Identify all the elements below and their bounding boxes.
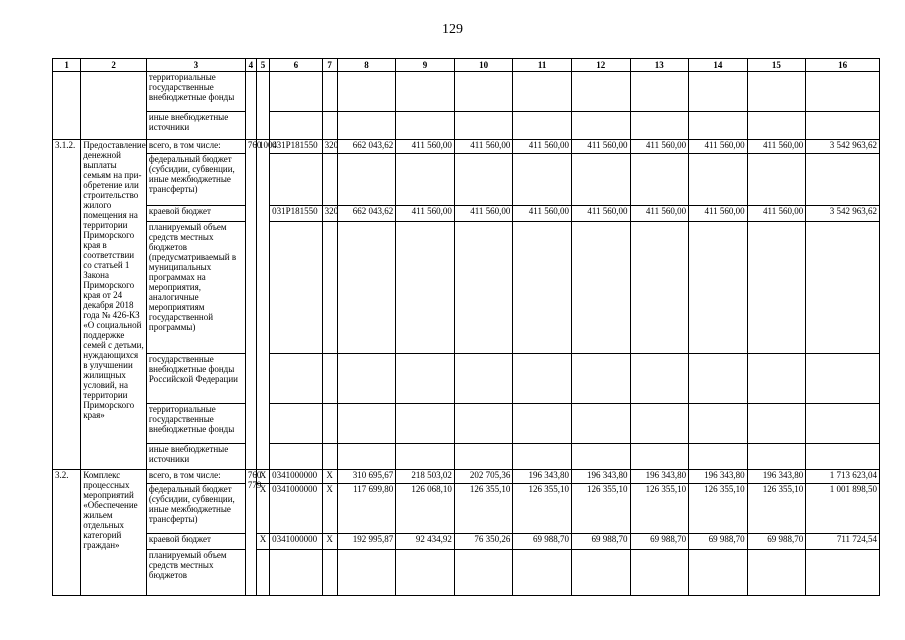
cell-c4: 760 — [245, 140, 256, 470]
cell-source: иные внебюджетные источники — [146, 444, 245, 470]
cell-c6: 0341000000 — [270, 484, 323, 534]
cell-value: 411 560,00 — [571, 140, 630, 154]
cell-value: 126 355,10 — [630, 484, 689, 534]
cell-value: 196 343,80 — [571, 470, 630, 484]
cell-value: 411 560,00 — [747, 140, 806, 154]
cell-c6: 0341000000 — [270, 470, 323, 484]
cell-value: 411 560,00 — [689, 140, 748, 154]
cell-value: 411 560,00 — [571, 206, 630, 222]
cell-c7: X — [322, 470, 337, 484]
column-header: 1 — [53, 59, 81, 72]
cell-value: 126 355,10 — [571, 484, 630, 534]
cell-value: 411 560,00 — [396, 206, 455, 222]
table-row — [53, 470, 880, 484]
table-row — [53, 222, 880, 354]
cell-c6: 031P181550 — [270, 206, 323, 222]
column-header: 5 — [256, 59, 269, 72]
cell-value: 1 713 623,04 — [806, 470, 880, 484]
cell-source: краевой бюджет — [146, 534, 245, 550]
cell-value: 711 724,54 — [806, 534, 880, 550]
cell-c7: 320 — [322, 206, 337, 222]
cell-value: 411 560,00 — [454, 140, 513, 154]
cell-c5: X — [256, 484, 269, 534]
table-row — [53, 140, 880, 154]
cell-value: 411 560,00 — [454, 206, 513, 222]
column-header: 8 — [337, 59, 396, 72]
cell-c4: 760 779 — [245, 470, 256, 596]
table-row — [53, 484, 880, 534]
table-row — [53, 206, 880, 222]
column-header: 15 — [747, 59, 806, 72]
cell-source: территориальные государственные внебюджетные фонды — [146, 404, 245, 444]
cell-num: 3.1.2. — [53, 140, 81, 470]
cell-value: 202 705,36 — [454, 470, 513, 484]
cell-source: федеральный бюджет (субсидии, субвенции, иные межбюджетные трансферты) — [146, 484, 245, 534]
cell-value: 69 988,70 — [630, 534, 689, 550]
cell-name: Комплекс процессных мероприятий «Обеспечение жильем отдельных категорий граждан» — [81, 470, 147, 596]
cell-value: 662 043,62 — [337, 140, 396, 154]
cell-value: 196 343,80 — [513, 470, 572, 484]
cell-value: 411 560,00 — [513, 140, 572, 154]
table-row — [53, 444, 880, 470]
table-row — [53, 354, 880, 404]
cell-value: 69 988,70 — [513, 534, 572, 550]
cell-c5: 1004 — [256, 140, 269, 470]
column-header: 16 — [806, 59, 880, 72]
cell-value: 218 503,02 — [396, 470, 455, 484]
cell-c7: X — [322, 534, 337, 550]
cell-value: 76 350,26 — [454, 534, 513, 550]
cell-value: 411 560,00 — [689, 206, 748, 222]
column-header: 11 — [513, 59, 572, 72]
column-header: 6 — [270, 59, 323, 72]
cell-value: 117 699,80 — [337, 484, 396, 534]
cell-source: планируемый объем средств местных бюджетов (предусматриваемый в муниципальных программах на мероприятия, аналогичные мероприятиям государственной программы) — [146, 222, 245, 354]
cell-value: 126 068,10 — [396, 484, 455, 534]
cell-c7: 320 — [322, 140, 337, 154]
column-header: 7 — [322, 59, 337, 72]
cell-value: 92 434,92 — [396, 534, 455, 550]
cell-value: 126 355,10 — [747, 484, 806, 534]
column-header: 4 — [245, 59, 256, 72]
cell-source: планируемый объем средств местных бюджетов — [146, 550, 245, 596]
cell-value: 411 560,00 — [747, 206, 806, 222]
budget-table — [52, 58, 880, 596]
cell-value: 662 043,62 — [337, 206, 396, 222]
cell-value: 411 560,00 — [630, 140, 689, 154]
cell-source: всего, в том числе: — [146, 470, 245, 484]
cell-c6: 0341000000 — [270, 534, 323, 550]
column-header: 10 — [454, 59, 513, 72]
column-header: 9 — [396, 59, 455, 72]
cell-value: 69 988,70 — [571, 534, 630, 550]
page-number: 129 — [442, 22, 463, 37]
cell-c5: X — [256, 470, 269, 484]
cell-value: 192 995,87 — [337, 534, 396, 550]
cell-value: 196 343,80 — [747, 470, 806, 484]
cell-value: 411 560,00 — [630, 206, 689, 222]
cell-source: всего, в том числе: — [146, 140, 245, 154]
column-header: 13 — [630, 59, 689, 72]
cell-value: 310 695,67 — [337, 470, 396, 484]
cell-source: территориальные государственные внебюджетные фонды — [146, 72, 245, 112]
table-row — [53, 550, 880, 596]
cell-value: 411 560,00 — [513, 206, 572, 222]
table-row — [53, 72, 880, 112]
cell-source: иные внебюджетные источники — [146, 112, 245, 140]
table-header-row — [53, 59, 880, 72]
table-row — [53, 404, 880, 444]
cell-value: 411 560,00 — [396, 140, 455, 154]
cell-num — [53, 72, 81, 140]
column-header: 2 — [81, 59, 147, 72]
cell-value: 69 988,70 — [747, 534, 806, 550]
cell-value: 3 542 963,62 — [806, 140, 880, 154]
cell-name — [81, 72, 147, 140]
cell-c6: 031P181550 — [270, 140, 323, 154]
cell-value: 196 343,80 — [630, 470, 689, 484]
column-header: 14 — [689, 59, 748, 72]
table-row — [53, 112, 880, 140]
cell-name: Предоставление денежной выплаты семьям на при-обретение или строительство жилого помещения на территории Приморского края в соответствии со статьей 1 Закона Приморского края от 24 декабря 2018 года № 426-КЗ «О социальной поддержке семей с детьми, нуждающихся в улучшении жилищных условий, на территории Приморского края» — [81, 140, 147, 470]
cell-value: 1 001 898,50 — [806, 484, 880, 534]
cell-num: 3.2. — [53, 470, 81, 596]
cell-source: государственные внебюджетные фонды Российской Федерации — [146, 354, 245, 404]
column-header: 3 — [146, 59, 245, 72]
column-header: 12 — [571, 59, 630, 72]
table-row — [53, 534, 880, 550]
cell-value: 69 988,70 — [689, 534, 748, 550]
table-row — [53, 154, 880, 206]
cell-value: 126 355,10 — [513, 484, 572, 534]
cell-c7: X — [322, 484, 337, 534]
cell-value: 196 343,80 — [689, 470, 748, 484]
cell-source: краевой бюджет — [146, 206, 245, 222]
cell-c5: X — [256, 534, 269, 550]
cell-value: 126 355,10 — [689, 484, 748, 534]
cell-value: 126 355,10 — [454, 484, 513, 534]
cell-source: федеральный бюджет (субсидии, субвенции, иные межбюджетные трансферты) — [146, 154, 245, 206]
cell-value: 3 542 963,62 — [806, 206, 880, 222]
